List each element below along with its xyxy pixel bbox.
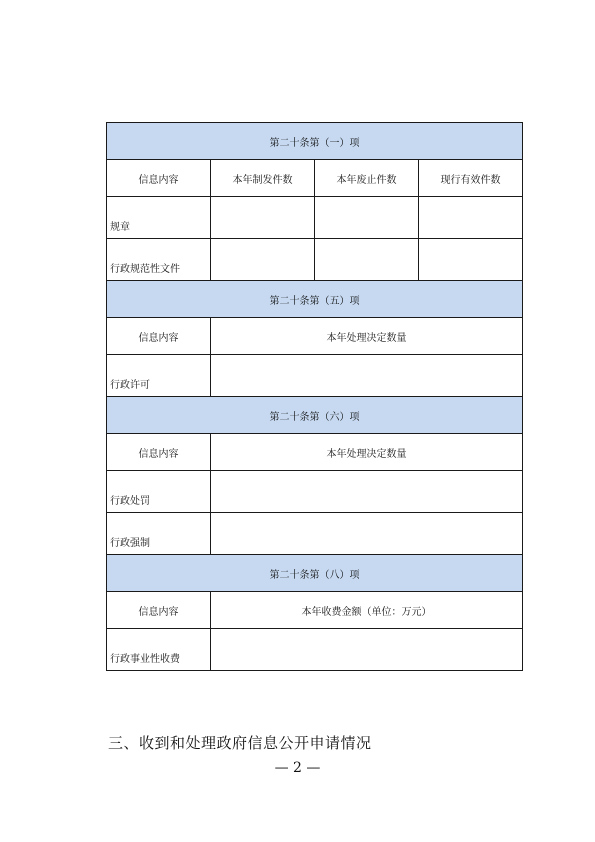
- section-title: 第二十条第（六）项: [107, 397, 523, 434]
- row-label: 行政规范性文件: [107, 239, 211, 281]
- column-header-info: 信息内容: [107, 434, 211, 471]
- section-heading: 三、收到和处理政府信息公开申请情况: [108, 734, 372, 752]
- page-number: — 2 —: [274, 760, 321, 776]
- row-label: 行政事业性收费: [107, 629, 211, 671]
- row-label: 行政处罚: [107, 471, 211, 513]
- table-cell: [211, 197, 315, 239]
- section-title: 第二十条第（一）项: [107, 123, 523, 160]
- column-header-row: [107, 592, 523, 629]
- column-header-decisions: 本年处理决定数量: [211, 434, 523, 471]
- section-title: 第二十条第（八）项: [107, 555, 523, 592]
- table-row: [107, 471, 523, 513]
- column-header-valid: 现行有效件数: [419, 160, 523, 197]
- table-cell: [419, 197, 523, 239]
- table-row: [107, 513, 523, 555]
- column-header-row: [107, 160, 523, 197]
- table-cell: [211, 471, 523, 513]
- row-label: 规章: [107, 197, 211, 239]
- table-row: [107, 239, 523, 281]
- section-header-row: [107, 555, 523, 592]
- table-cell: [211, 355, 523, 397]
- row-label: 行政许可: [107, 355, 211, 397]
- disclosure-table: [106, 122, 523, 671]
- column-header-issued: 本年制发件数: [211, 160, 315, 197]
- table-row: [107, 197, 523, 239]
- table-cell: [315, 239, 419, 281]
- column-header-decisions: 本年处理决定数量: [211, 318, 523, 355]
- section-title: 第二十条第（五）项: [107, 281, 523, 318]
- column-header-fees: 本年收费金额（单位：万元）: [211, 592, 523, 629]
- column-header-info: 信息内容: [107, 160, 211, 197]
- table-cell: [211, 513, 523, 555]
- column-header-info: 信息内容: [107, 318, 211, 355]
- section-header-row: [107, 123, 523, 160]
- column-header-row: [107, 318, 523, 355]
- section-header-row: [107, 281, 523, 318]
- table-cell: [211, 629, 523, 671]
- table-cell: [419, 239, 523, 281]
- column-header-info: 信息内容: [107, 592, 211, 629]
- row-label: 行政强制: [107, 513, 211, 555]
- table-cell: [211, 239, 315, 281]
- section-header-row: [107, 397, 523, 434]
- table-row: [107, 355, 523, 397]
- table-cell: [315, 197, 419, 239]
- column-header-row: [107, 434, 523, 471]
- column-header-abolished: 本年废止件数: [315, 160, 419, 197]
- table-row: [107, 629, 523, 671]
